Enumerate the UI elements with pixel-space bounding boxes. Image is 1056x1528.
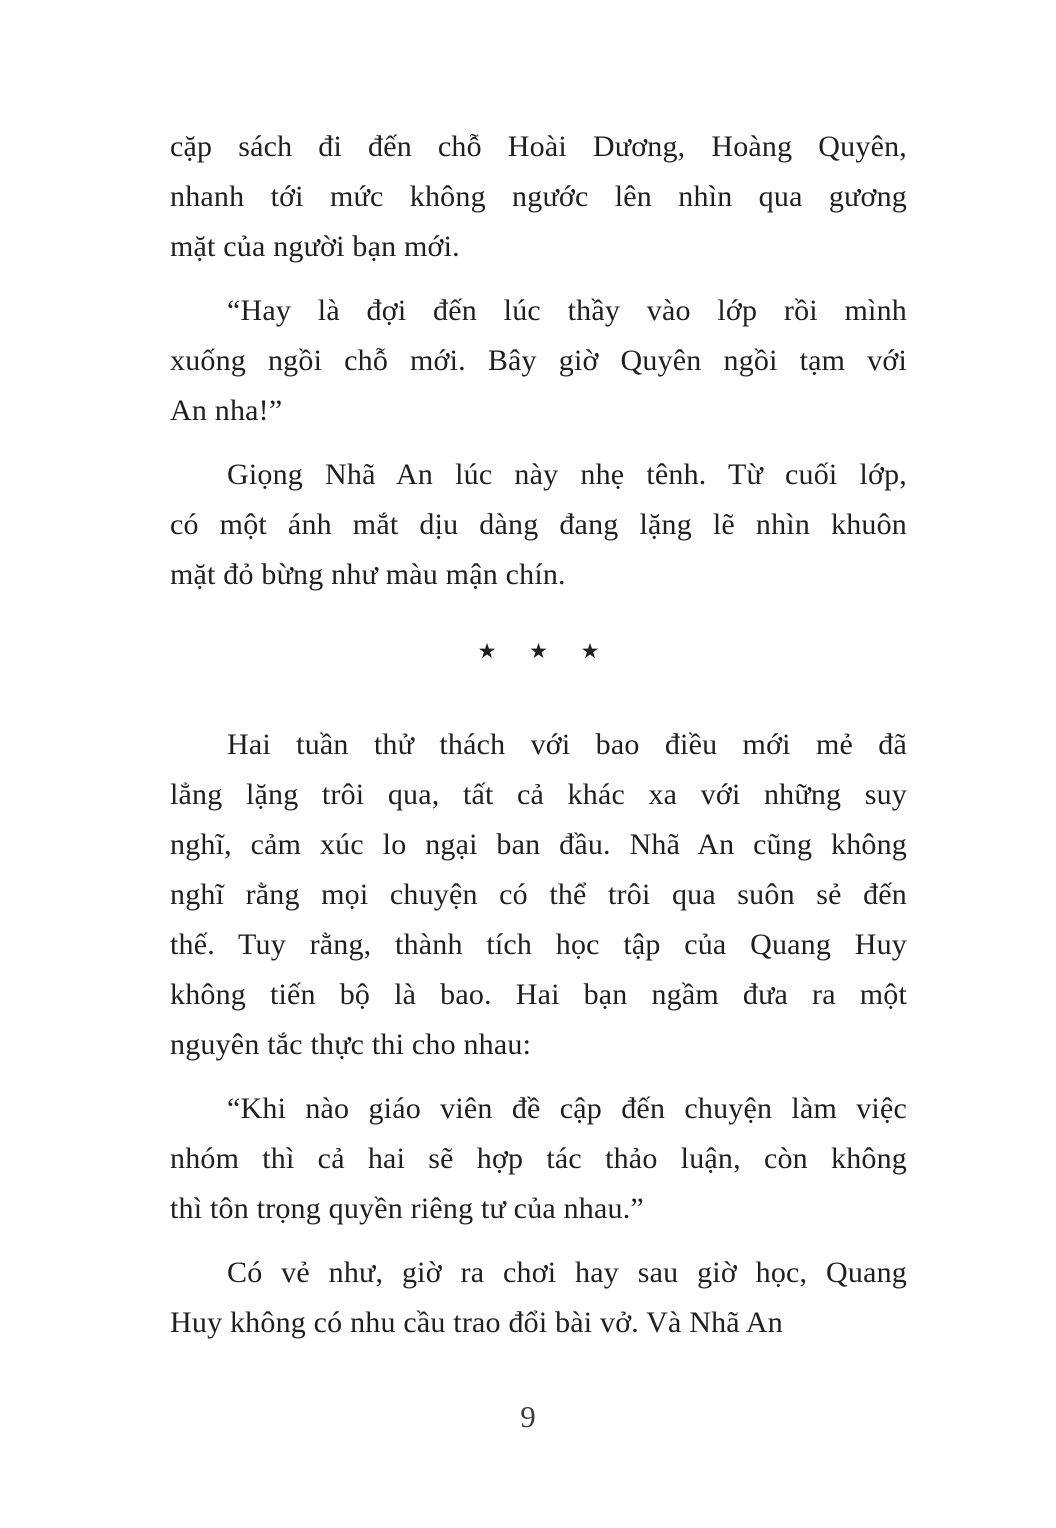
- page-text-block: [170, 122, 907, 1362]
- text-line: nghĩ rằng mọi chuyện có thể trôi qua suôn sẻ đến: [170, 878, 907, 911]
- paragraph: [170, 720, 907, 1070]
- text-line: nghĩ, cảm xúc lo ngại ban đầu. Nhã An cũng không: [170, 828, 907, 861]
- text-line: nhanh tới mức không ngước lên nhìn qua gương: [170, 180, 907, 213]
- text-line: có một ánh mắt dịu dàng đang lặng lẽ nhìn khuôn: [170, 508, 907, 541]
- text-line: thế. Tuy rằng, thành tích học tập của Quang Huy: [170, 928, 907, 961]
- paragraph: [170, 122, 907, 272]
- text-line: “Hay là đợi đến lúc thầy vào lớp rồi mình: [227, 294, 907, 327]
- section-separator-stars: ★ ★ ★: [477, 639, 600, 663]
- text-line: cặp sách đi đến chỗ Hoài Dương, Hoàng Quyên,: [170, 130, 907, 163]
- text-line: lẳng lặng trôi qua, tất cả khác xa với những suy: [170, 778, 907, 811]
- paragraph: [170, 1084, 907, 1234]
- paragraph: [170, 1248, 907, 1348]
- text-line: An nha!”: [170, 394, 283, 427]
- text-line: thì tôn trọng quyền riêng tư của nhau.”: [170, 1192, 644, 1225]
- text-line: mặt của người bạn mới.: [170, 230, 460, 263]
- paragraph: [170, 286, 907, 436]
- text-line: xuống ngồi chỗ mới. Bây giờ Quyên ngồi tạm với: [170, 344, 907, 377]
- text-line: nguyên tắc thực thi cho nhau:: [170, 1028, 532, 1061]
- page-number: 9: [520, 1399, 536, 1434]
- text-line: Hai tuần thử thách với bao điều mới mẻ đã: [227, 728, 907, 761]
- text-line: “Khi nào giáo viên đề cập đến chuyện làm việc: [227, 1092, 907, 1125]
- text-line: Giọng Nhã An lúc này nhẹ tênh. Từ cuối lớp,: [227, 458, 907, 491]
- text-line: không tiến bộ là bao. Hai bạn ngầm đưa ra một: [170, 978, 907, 1011]
- paragraph: [170, 450, 907, 600]
- text-line: Có vẻ như, giờ ra chơi hay sau giờ học, Quang: [227, 1256, 907, 1289]
- text-line: mặt đỏ bừng như màu mận chín.: [170, 558, 566, 591]
- text-line: nhóm thì cả hai sẽ hợp tác thảo luận, còn không: [170, 1142, 907, 1175]
- text-line: Huy không có nhu cầu trao đổi bài vở. Và Nhã An: [170, 1306, 783, 1339]
